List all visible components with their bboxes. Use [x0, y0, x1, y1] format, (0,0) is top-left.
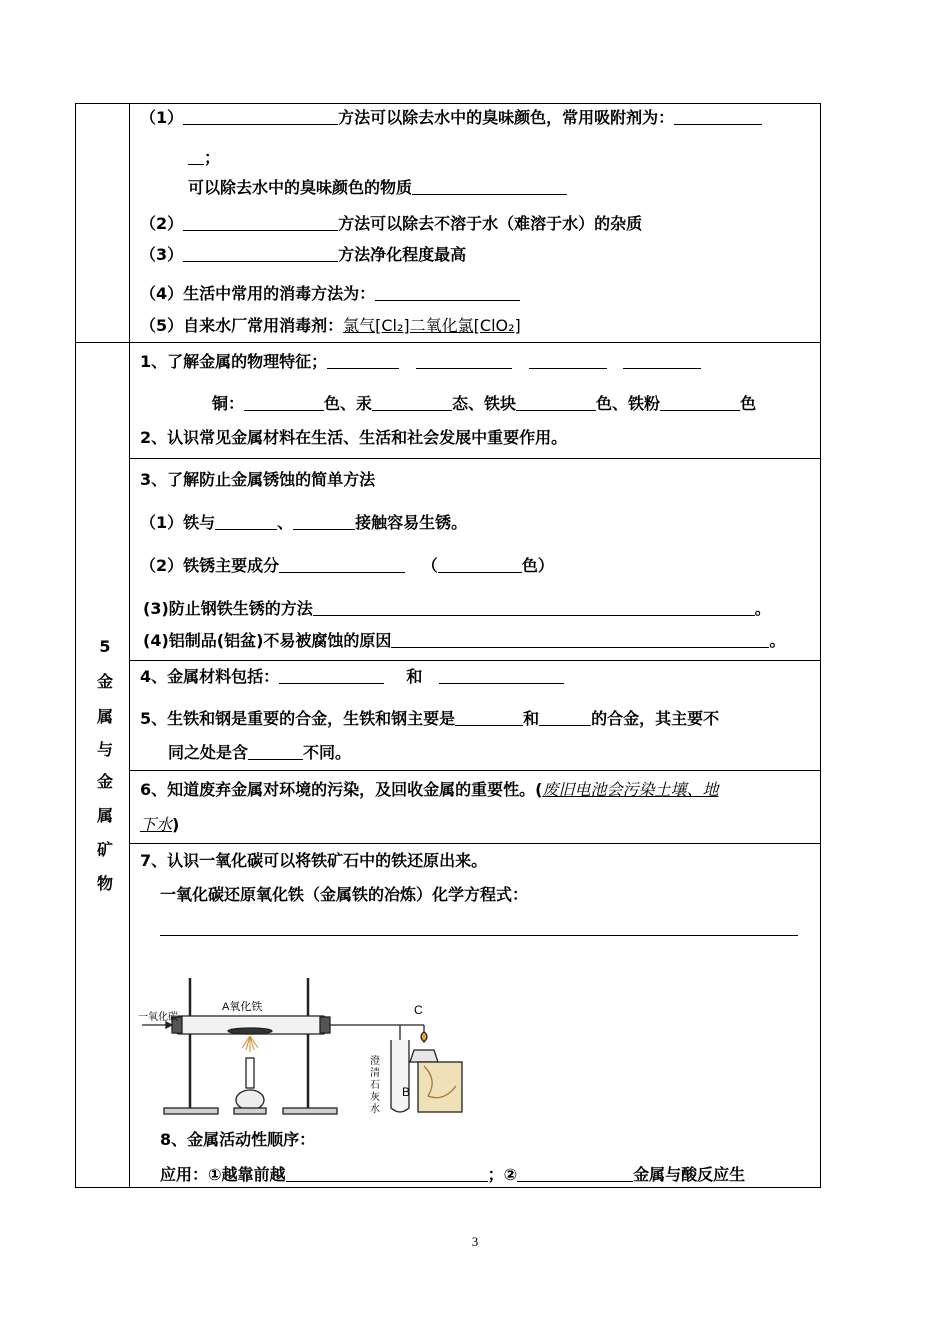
water-line-5: （5）自来水厂常用消毒剂：氯气[Cl₂]二氧化氯[ClO₂]	[140, 316, 521, 335]
q3-line: 3、了解防止金属锈蚀的简单方法	[140, 470, 376, 489]
water-line-4: （4）生活中常用的消毒方法为：	[140, 284, 520, 304]
tube-label-char: 澄	[370, 1056, 380, 1067]
q1-colors-line: 铜： 色、汞 态、铁块 色、铁粉 色	[212, 394, 757, 413]
label-iron-oxide: A氧化铁	[222, 1001, 263, 1013]
equation-blank	[160, 935, 798, 936]
q7-line: 7、认识一氧化碳可以将铁矿石中的铁还原出来。	[140, 851, 488, 870]
q3-2-line: （2）铁锈主要成分 （ 色）	[140, 556, 554, 575]
section5-label-char: 金	[97, 772, 114, 791]
tube-label-char: 灰	[370, 1092, 380, 1103]
section5-label-char: 属	[97, 707, 114, 726]
disinfectant-answer: 氯气[Cl₂]二氧化氯[ClO₂]	[343, 316, 521, 335]
q5-line-2: 同之处是含 不同。	[168, 743, 352, 762]
table-border-right	[820, 103, 821, 1188]
table-border-left	[75, 103, 76, 1188]
water-line-2: （2） 方法可以除去不溶于水（难溶于水）的杂质	[140, 214, 643, 233]
label-b: B	[402, 1085, 411, 1099]
label-co: 一氧化碳	[138, 1012, 178, 1023]
row-divider-section5	[75, 342, 821, 343]
section5-label-char: 5	[99, 637, 111, 656]
page-number: 3	[471, 1234, 479, 1249]
q5-line: 5、生铁和钢是重要的合金，生铁和钢主要是 和 的合金，其主要不	[140, 709, 720, 728]
section5-label-char: 与	[97, 740, 114, 759]
row-divider-q3	[129, 458, 821, 459]
section5-label-char: 属	[97, 806, 114, 825]
q3-3-line: (3)防止钢铁生锈的方法 。	[143, 599, 771, 618]
q2-line: 2、认识常见金属材料在生活、生活和社会发展中重要作用。	[140, 428, 568, 447]
section5-label-char: 金	[97, 672, 114, 691]
water-line-1: （1） 方法可以除去水中的臭味颜色，常用吸附剂为：	[140, 108, 762, 128]
q8-application-line: 应用：①越靠前越 ；② 金属与酸反应生	[160, 1165, 746, 1184]
q1-line: 1、了解金属的物理特征；	[140, 352, 701, 372]
water-line-1-sub: 可以除去水中的臭味颜色的物质	[188, 178, 567, 198]
tube-label-char: 石	[370, 1080, 380, 1091]
tube-label-char: 清	[370, 1068, 380, 1079]
water-line-1-cont: ；	[188, 148, 220, 168]
q8-line: 8、金属活动性顺序：	[160, 1130, 316, 1149]
q4-line: 4、金属材料包括： 和	[140, 667, 564, 687]
q3-4-line: (4)铝制品(铝盆)不易被腐蚀的原因 。	[143, 631, 786, 650]
section5-label-char: 物	[97, 874, 114, 893]
label-c: C	[414, 1003, 423, 1017]
row-divider-q7	[129, 843, 821, 844]
q6-line-2: 下水)	[140, 815, 180, 834]
tube-label-char: 水	[370, 1104, 380, 1115]
row-divider-q4	[129, 660, 821, 661]
table-border-bottom	[75, 1187, 821, 1188]
q6-line: 6、知道废弃金属对环境的污染，及回收金属的重要性。(废旧电池会污染土壤、地	[140, 780, 719, 799]
co-reduction-apparatus	[138, 970, 478, 1120]
table-col-divider	[129, 103, 130, 1188]
q3-1-line: （1）铁与 、 接触容易生锈。	[140, 513, 468, 532]
table-border-top	[75, 103, 821, 104]
apparatus-drawing	[138, 970, 478, 1120]
q7-equation-prompt: 一氧化碳还原氧化铁（金属铁的冶炼）化学方程式：	[160, 885, 529, 904]
section5-label-char: 矿	[97, 840, 114, 859]
water-line-3: （3） 方法净化程度最高	[140, 245, 467, 264]
row-divider-q6	[129, 770, 821, 771]
